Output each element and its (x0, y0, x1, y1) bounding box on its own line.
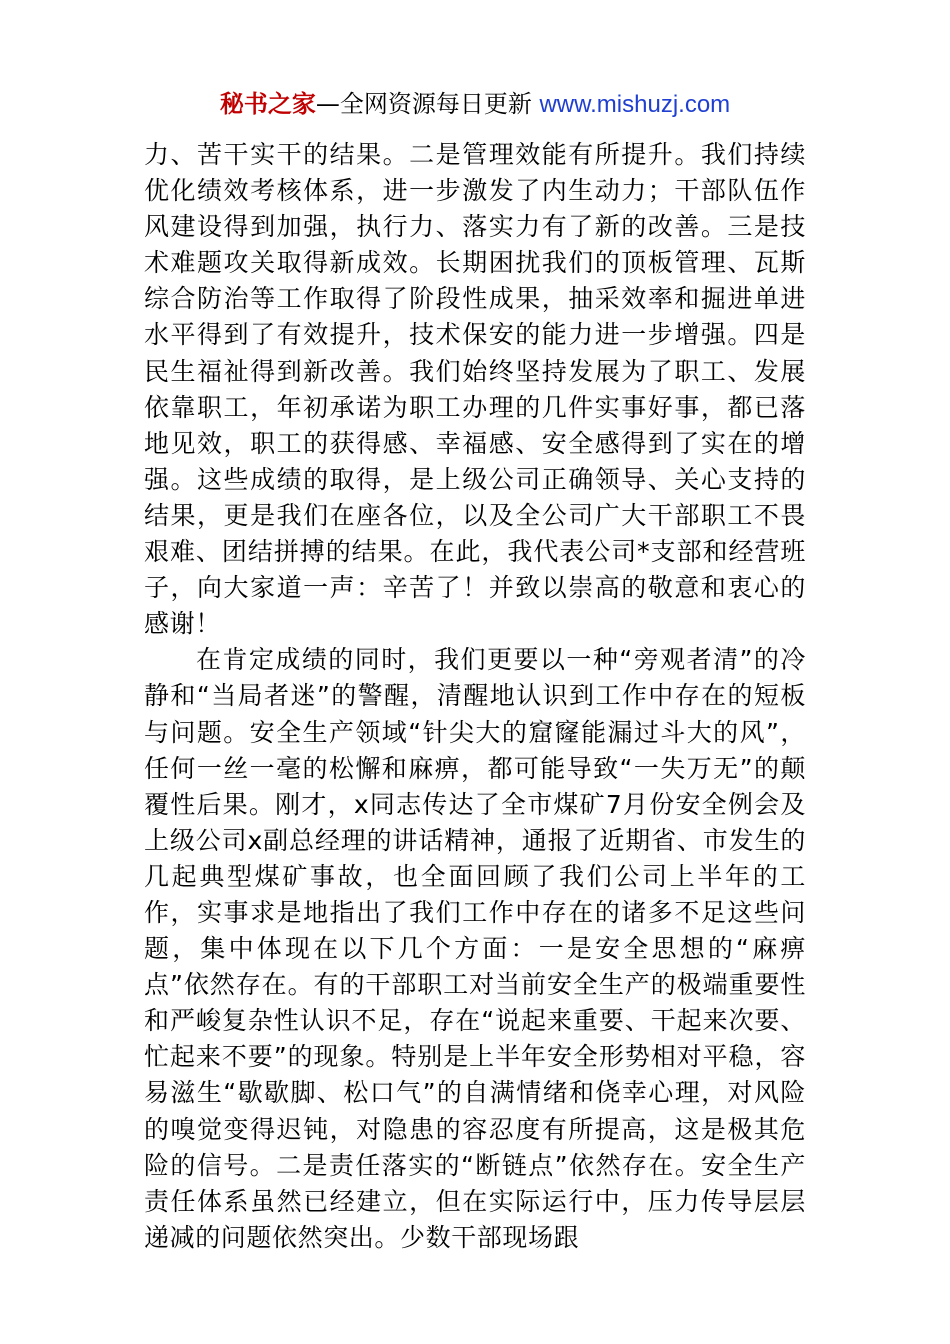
document-body (144, 137, 806, 1256)
page-header (0, 86, 950, 123)
paragraph: 在肯定成绩的同时，我们更要以一种“旁观者清”的冷静和“当局者迷”的警醒，清醒地认识到工作中存在的短板与问题。安全生产领域“针尖大的窟窿能漏过斗大的风”，任何一丝一毫的松懈和麻痹，都可能导致“一失万无”的颠覆性后果。刚才，x同志传达了全市煤矿7月份安全例会及上级公司x副总经理的讲话精神，通报了近期省、市发生的几起典型煤矿事故，也全面回顾了我们公司上半年的工作，实事求是地指出了我们工作中存在的诸多不足这些问题，集中体现在以下几个方面：一是安全思想的“麻痹点”依然存在。有的干部职工对当前安全生产的极端重要性和严峻复杂性认识不足，存在“说起来重要、干起来次要、忙起来不要”的现象。特别是上半年安全形势相对平稳，容易滋生“歇歇脚、松口气”的自满情绪和侥幸心理，对风险的嗅觉变得迟钝，对隐患的容忍度有所提高，这是极其危险的信号。二是责任落实的“断链点”依然存在。安全生产责任体系虽然已经建立，但在实际运行中，压力传导层层递减的问题依然突出。少数干部现场跟 (144, 645, 806, 1252)
paragraph-continued: 力、苦干实干的结果。二是管理效能有所提升。我们持续优化绩效考核体系，进一步激发了内生动力；干部队伍作风建设得到加强，执行力、落实力有了新的改善。三是技术难题攻关取得新成效。长期困扰我们的顶板管理、瓦斯综合防治等工作取得了阶段性成果，抽采效率和掘进单进水平得到了有效提升，技术保安的能力进一步增强。四是民生福祉得到新改善。我们始终坚持发展为了职工、发展依靠职工，年初承诺为职工办理的几件实事好事，都已落地见效，职工的获得感、幸福感、安全感得到了实在的增强。这些成绩的取得，是上级公司正确领导、关心支持的结果，更是我们在座各位，以及全公司广大干部职工不畏艰难、团结拼搏的结果。在此，我代表公司*支部和经营班子，向大家道一声：辛苦了！并致以崇高的敬意和衷心的感谢！ (144, 140, 806, 639)
header-slogan: —全网资源每日更新 (315, 90, 532, 118)
website-link[interactable]: www.mishuzj.com (539, 91, 731, 118)
brand-name: 秘书之家 (219, 90, 316, 118)
